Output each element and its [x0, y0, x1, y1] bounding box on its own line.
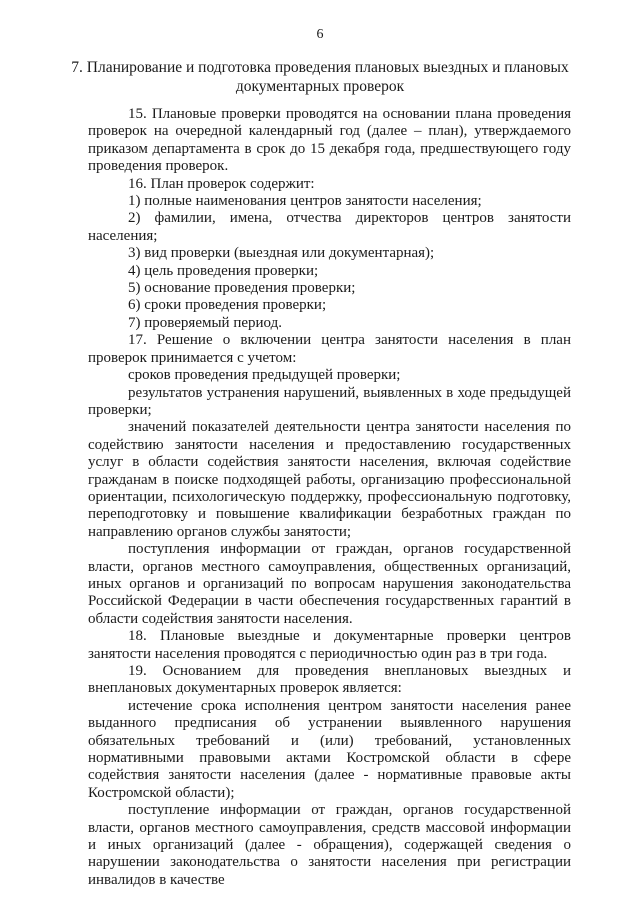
list-item-7: 7) проверяемый период.	[128, 314, 282, 331]
paragraph-19: 19. Основанием для проведения внеплановых выездных и внеплановых документарных проверок является:	[88, 663, 571, 697]
section-heading-line-1: 7. Планирование и подготовка проведения плановых выездных и плановых	[71, 59, 569, 76]
paragraph-16: 16. План проверок содержит:	[128, 175, 315, 192]
list-item-5: 5) основание проведения проверки;	[128, 280, 356, 297]
ground-expired-order: истечение срока исполнения центром занятости населения ранее выданного предписания об устранении выявленного нарушения обязательных требований и (или) требований, установленных нормативными правовыми актами Костромской области в сфере содействия занятости населения (далее - нормативные правовые акты Костромской области);	[88, 697, 571, 801]
paragraph-15: 15. Плановые проверки проводятся на основании плана проведения проверок на очередной календарный год (далее – план), утверждаемого приказом департамента в срок до 15 декабря года, предшествующего году проведения проверок.	[88, 106, 571, 175]
list-item-1: 1) полные наименования центров занятости населения;	[128, 193, 482, 210]
criterion-performance-indicators: значений показателей деятельности центра занятости населения по содействию занятости населения и предоставлению государственных услуг в области содействия занятости населения, включая содействие гражданам в поиске подходящей работы, организацию профессиональной ориентации, психологическую поддержку, профессиональную подготовку, переподготовку и повышение квалификации безработных граждан по направлению органов службы занятости;	[88, 419, 571, 540]
list-item-6: 6) сроки проведения проверки;	[128, 297, 327, 314]
paragraph-18: 18. Плановые выездные и документарные проверки центров занятости населения проводятся с периодичностью один раз в три года.	[88, 628, 571, 662]
document-body	[88, 106, 571, 889]
criterion-violation-results: результатов устранения нарушений, выявленных в ходе предыдущей проверки;	[88, 384, 571, 418]
list-item-3: 3) вид проверки (выездная или документарная);	[128, 245, 435, 262]
paragraph-17: 17. Решение о включении центра занятости населения в план проверок принимается с учетом:	[88, 332, 571, 366]
list-item-2: 2) фамилии, имена, отчества директоров центров занятости населения;	[88, 210, 571, 244]
section-heading	[70, 58, 570, 96]
page-number: 6	[316, 27, 324, 42]
ground-received-appeals: поступление информации от граждан, органов государственной власти, органов местного самоуправления, средств массовой информации и иных организаций (далее - обращения), содержащей сведения о нарушении законодательства о занятости населения при регистрации инвалидов в качестве	[88, 802, 571, 888]
criterion-previous-check: сроков проведения предыдущей проверки;	[128, 367, 401, 384]
criterion-incoming-information: поступления информации от граждан, органов государственной власти, органов местного самоуправления, общественных организаций, иных органов и организаций по вопросам нарушения законодательства Российской Федерации в части обеспечения государственных гарантий в области содействия занятости населения.	[88, 541, 571, 627]
list-item-4: 4) цель проведения проверки;	[128, 262, 319, 279]
section-heading-line-2: документарных проверок	[235, 78, 405, 95]
